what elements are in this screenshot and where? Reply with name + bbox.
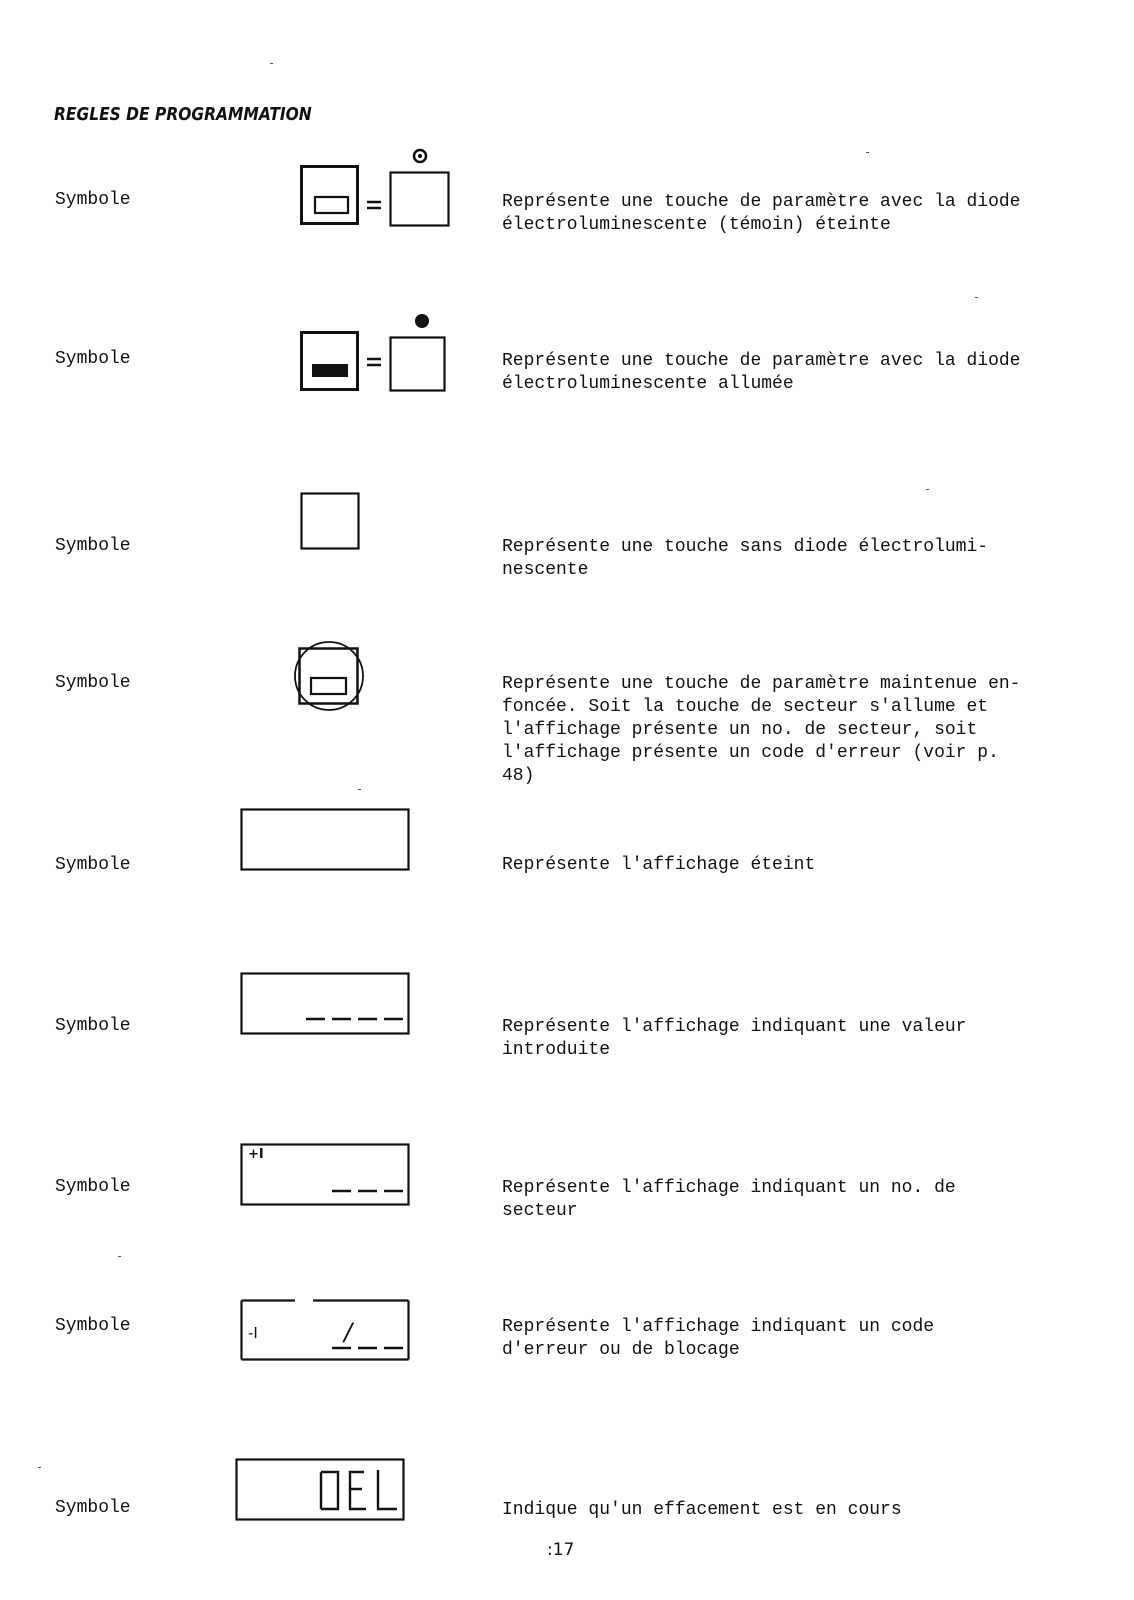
row-label: Symbole	[55, 1016, 131, 1036]
display-erase-icon	[235, 1458, 407, 1526]
row-description: Représente l'affichage indiquant une valeur introduite	[502, 1017, 967, 1060]
row-description: Représente l'affichage éteint	[502, 855, 816, 875]
row-label: Symbole	[55, 855, 131, 875]
display-sector-icon	[240, 1143, 412, 1211]
scan-speck	[866, 152, 869, 153]
scan-speck	[926, 489, 929, 490]
row-description: Représente une touche sans diode électrolumi- nescente	[502, 537, 989, 580]
scan-speck	[270, 63, 273, 64]
scan-speck	[975, 297, 978, 298]
row-label: Symbole	[55, 349, 131, 369]
page-number: :17	[547, 1540, 575, 1560]
row-description: Représente une touche de paramètre avec la diode électroluminescente (témoin) éteinte	[502, 192, 1021, 235]
row-description: Représente une touche de paramètre maintenue en- foncée. Soit la touche de secteur s'allume et l'affichage présente un no. de secteur, soit l'affichage présente un code d'erreur (voir p. 48)	[502, 674, 1021, 786]
row-label: Symbole	[55, 536, 131, 556]
row-label: Symbole	[55, 1316, 131, 1336]
page-title: REGLES DE PROGRAMMATION	[54, 104, 312, 125]
display-error-code-icon	[240, 1298, 412, 1366]
row-description: Représente l'affichage indiquant un no. de secteur	[502, 1178, 956, 1221]
row-description: Représente l'affichage indiquant un code d'erreur ou de blocage	[502, 1317, 935, 1360]
row-label: Symbole	[55, 1177, 131, 1197]
key-held-down-icon	[292, 640, 372, 720]
display-off-icon	[240, 808, 412, 876]
row-description: Représente une touche de paramètre avec la diode électroluminescente allumée	[502, 351, 1021, 394]
sector-prefix: +I	[248, 1147, 264, 1162]
parameter-key-led-on-icon	[300, 310, 465, 400]
row-label: Symbole	[55, 1498, 131, 1518]
row-description: Indique qu'un effacement est en cours	[502, 1500, 902, 1520]
scan-speck	[358, 789, 361, 790]
display-value-icon	[240, 972, 412, 1040]
scan-speck	[38, 1467, 41, 1468]
row-label: Symbole	[55, 673, 131, 693]
row-label: Symbole	[55, 190, 131, 210]
parameter-key-led-off-icon	[300, 145, 465, 235]
scan-speck	[118, 1256, 121, 1257]
error-prefix: -I	[248, 1324, 258, 1342]
key-without-led-icon	[300, 492, 365, 557]
error-slash: /	[344, 1318, 353, 1346]
